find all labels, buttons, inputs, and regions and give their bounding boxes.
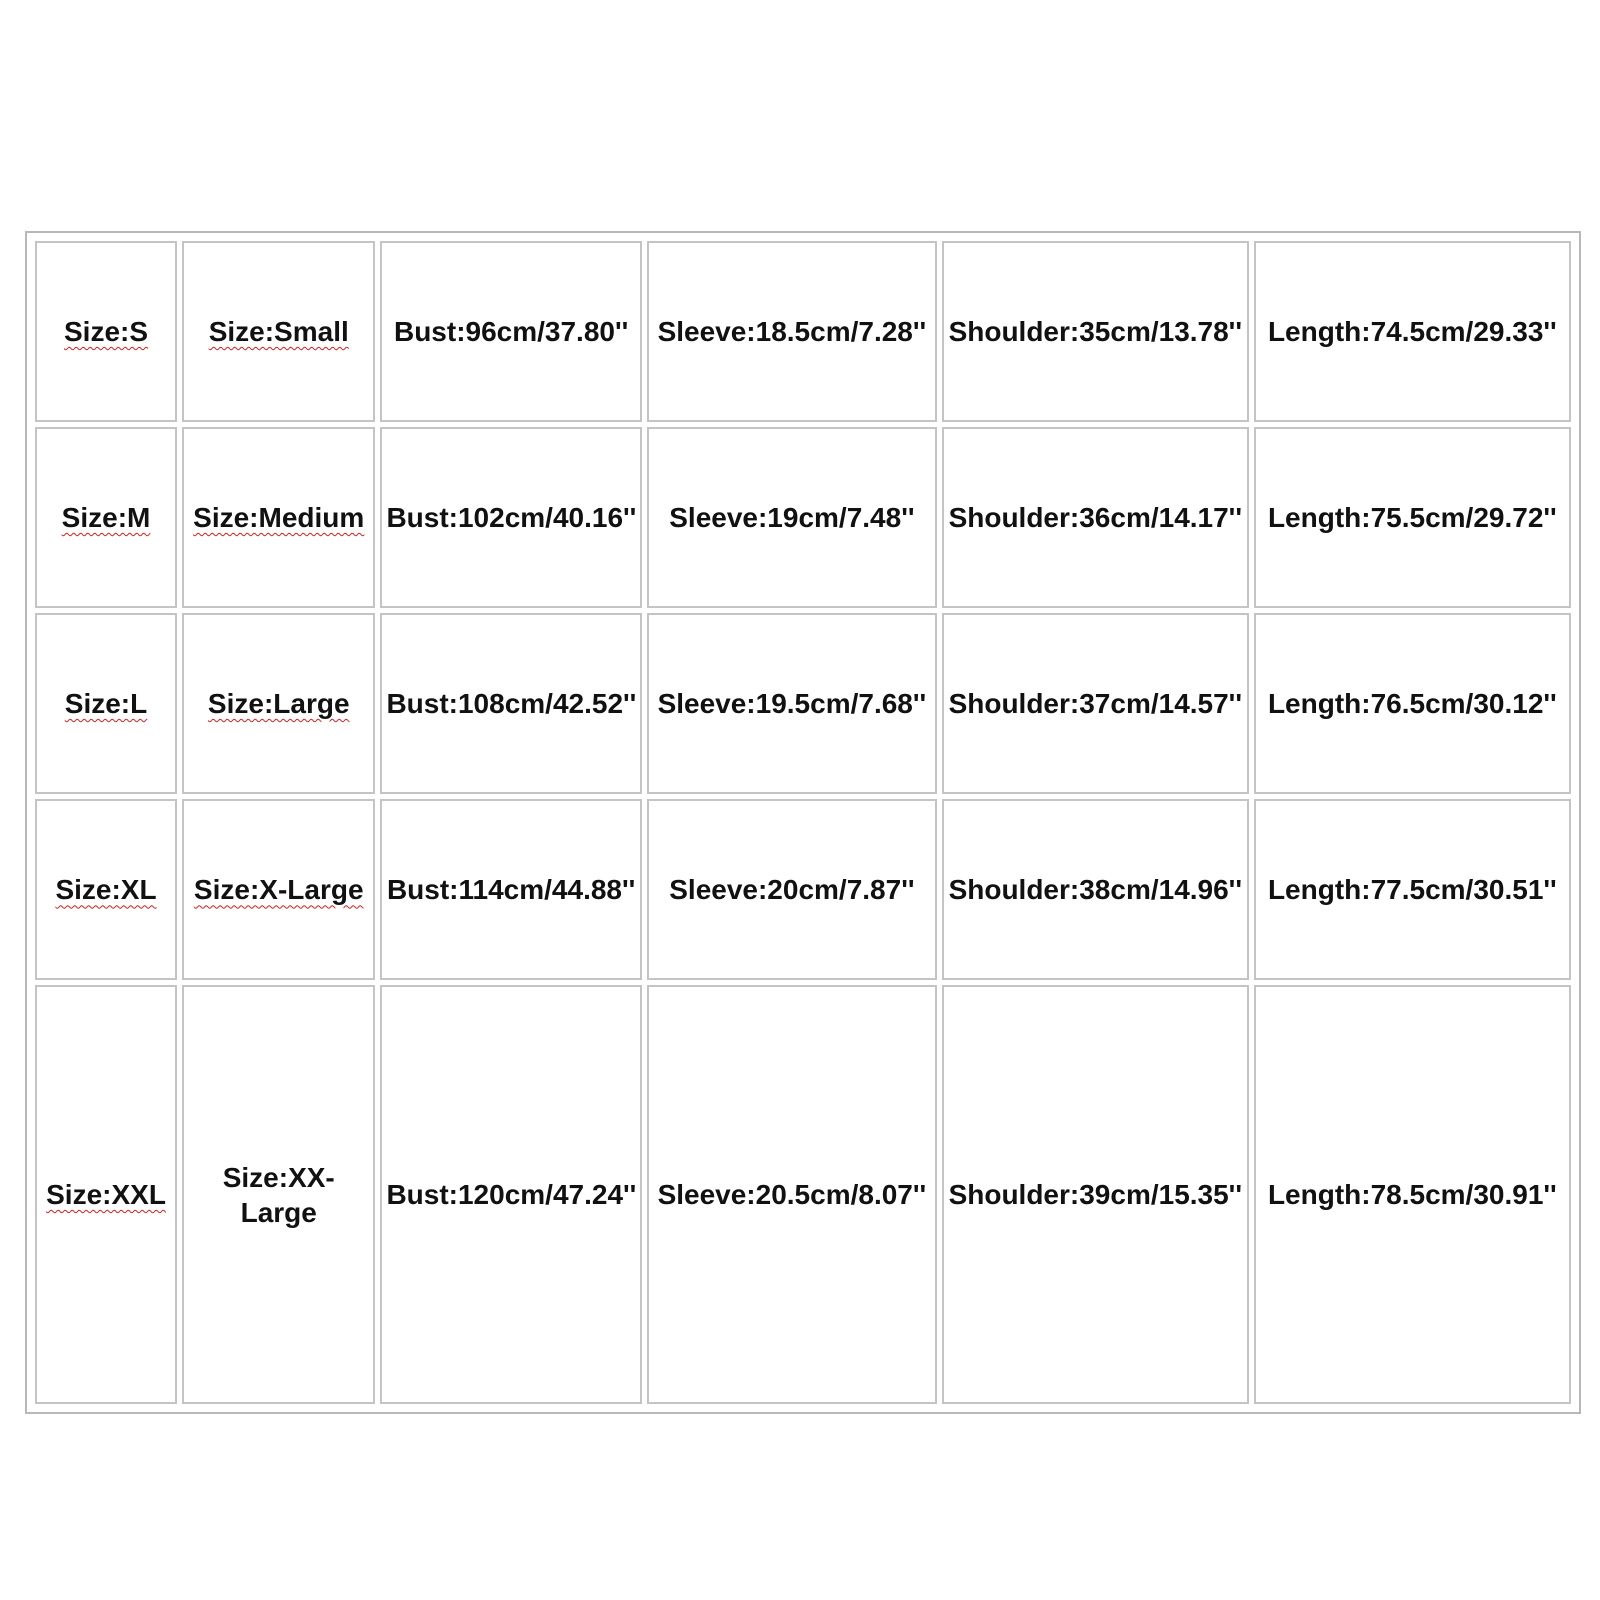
bust-cell: Bust:102cm/40.16'' xyxy=(380,427,641,608)
size-code: Size:XXL xyxy=(46,1179,166,1211)
size-code-cell xyxy=(35,985,177,1404)
size-code-cell xyxy=(35,613,177,794)
size-code: Size:M xyxy=(61,502,151,534)
size-name: Size:XX-Large xyxy=(222,1161,335,1228)
shoulder-cell: Shoulder:37cm/14.57'' xyxy=(942,613,1249,794)
size-name-cell xyxy=(182,241,375,422)
size-name: Size:Large xyxy=(207,688,350,720)
bust-cell: Bust:96cm/37.80'' xyxy=(380,241,641,422)
table-row-size-m xyxy=(35,427,1571,608)
table-row-size-s xyxy=(35,241,1571,422)
bust-cell: Bust:108cm/42.52'' xyxy=(380,613,641,794)
size-name: Size:X-Large xyxy=(193,874,364,906)
shoulder-cell: Shoulder:35cm/13.78'' xyxy=(942,241,1249,422)
size-code: Size:S xyxy=(64,316,149,348)
table-row-size-l xyxy=(35,613,1571,794)
table-row-size-xl xyxy=(35,799,1571,980)
sleeve-cell: Sleeve:20.5cm/8.07'' xyxy=(647,985,937,1404)
sleeve-cell: Sleeve:19.5cm/7.68'' xyxy=(647,613,937,794)
size-name-cell xyxy=(182,799,375,980)
size-code-cell xyxy=(35,427,177,608)
bust-cell: Bust:114cm/44.88'' xyxy=(380,799,641,980)
length-cell: Length:75.5cm/29.72'' xyxy=(1254,427,1571,608)
size-code: Size:L xyxy=(64,688,148,720)
size-name-cell xyxy=(182,613,375,794)
size-name-cell xyxy=(182,985,375,1404)
length-cell: Length:78.5cm/30.91'' xyxy=(1254,985,1571,1404)
sleeve-cell: Sleeve:20cm/7.87'' xyxy=(647,799,937,980)
shoulder-cell: Shoulder:38cm/14.96'' xyxy=(942,799,1249,980)
table-row-size-xxl xyxy=(35,985,1571,1404)
size-name: Size:Medium xyxy=(193,502,365,534)
size-chart-table xyxy=(30,236,1576,1409)
length-cell: Length:76.5cm/30.12'' xyxy=(1254,613,1571,794)
length-cell: Length:74.5cm/29.33'' xyxy=(1254,241,1571,422)
shoulder-cell: Shoulder:39cm/15.35'' xyxy=(942,985,1249,1404)
shoulder-cell: Shoulder:36cm/14.17'' xyxy=(942,427,1249,608)
size-name: Size:Small xyxy=(208,316,349,348)
sleeve-cell: Sleeve:18.5cm/7.28'' xyxy=(647,241,937,422)
size-code-cell xyxy=(35,799,177,980)
length-cell: Length:77.5cm/30.51'' xyxy=(1254,799,1571,980)
bust-cell: Bust:120cm/47.24'' xyxy=(380,985,641,1404)
size-chart xyxy=(25,231,1581,1414)
sleeve-cell: Sleeve:19cm/7.48'' xyxy=(647,427,937,608)
size-code: Size:XL xyxy=(55,874,157,906)
size-code-cell xyxy=(35,241,177,422)
size-name-cell xyxy=(182,427,375,608)
